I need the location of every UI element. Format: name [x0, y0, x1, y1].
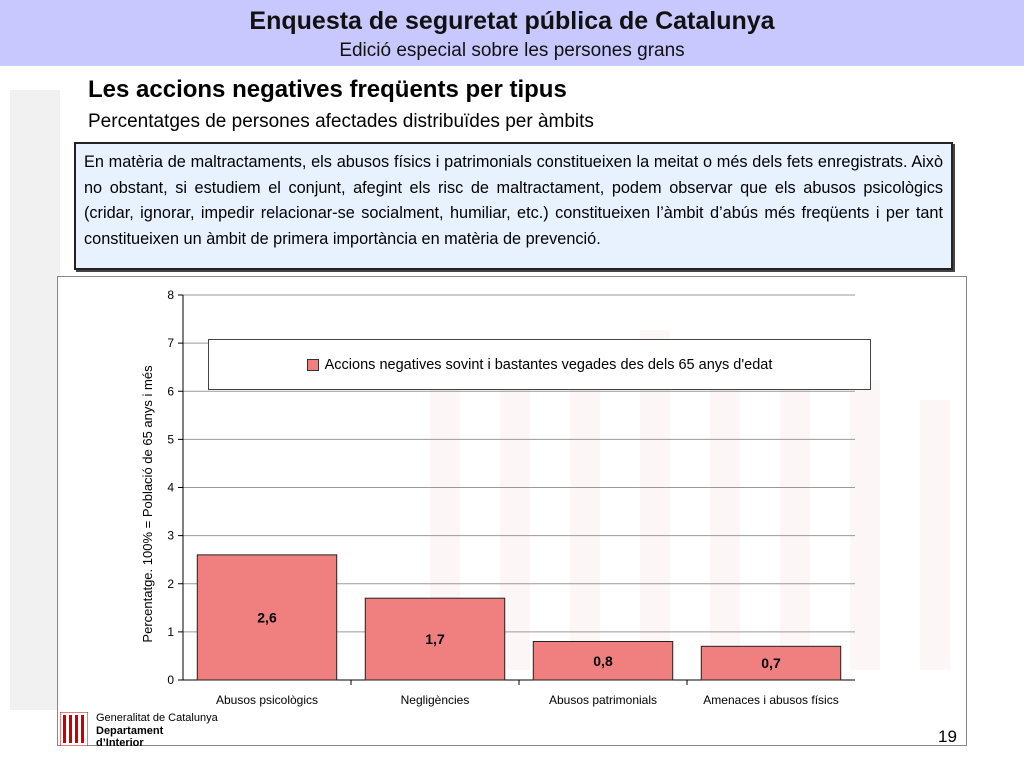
summary-text-box: [74, 142, 953, 270]
header-subtitle: Edició especial sobre les persones grans: [339, 40, 685, 61]
y-axis-label: Percentatge. 100% = Població de 65 anys i més: [140, 365, 155, 643]
y-tick-label-0: 0: [167, 673, 174, 687]
data-label-1: 1,7: [425, 631, 445, 648]
logo-text: [96, 712, 218, 750]
category-label-2: Abusos patrimonials: [548, 693, 658, 707]
y-tick-label-3: 3: [167, 528, 174, 543]
generalitat-logo-icon: [60, 712, 88, 746]
logo-org-line3: d’Interior: [96, 737, 144, 749]
legend-swatch: [307, 359, 319, 371]
logo-org-line1: Generalitat de Catalunya: [96, 712, 218, 724]
chart-bars: [197, 555, 840, 680]
y-tick-label-2: 2: [167, 576, 174, 591]
page-number: 19: [938, 727, 957, 746]
y-tick-label-4: 4: [167, 480, 174, 495]
data-label-0: 2,6: [257, 609, 277, 626]
header-title: Enquesta de seguretat pública de Catalunya: [249, 7, 775, 35]
summary-text: En matèria de maltractaments, els abusos físics i patrimonials constitueixen la meitat o més dels fets enregistrats. Això no obstant, si estudiem el conjunt, afegint els risc de maltractament, podem observar que els abusos psicològics (cridar, ignorar, impedir relacionar-se socialment, humiliar, etc.) constitueixen l’àmbit d’abús més freqüents i per tant constitueixen un àmbit de primera importància en matèria de prevenció.: [84, 153, 943, 248]
footer-logo: [60, 712, 218, 750]
category-label-0: Abusos psicològics: [215, 693, 319, 707]
slide-title: Les accions negatives freqüents per tipus: [88, 76, 567, 103]
y-tick-label-1: 1: [167, 624, 174, 639]
data-label-2: 0,8: [593, 652, 613, 669]
y-tick-label-6: 6: [167, 384, 174, 399]
category-label-3: Amenaces i abusos físics: [703, 693, 839, 707]
logo-org-line2: Departament: [96, 724, 164, 737]
slide-subtitle: Percentatges de persones afectades distribuïdes per àmbits: [88, 111, 594, 132]
y-tick-label-5: 5: [167, 432, 174, 447]
chart-legend: [208, 339, 871, 390]
chart-frame: [57, 276, 967, 746]
y-tick-label-8: 8: [167, 288, 174, 302]
y-tick-label-7: 7: [167, 336, 174, 351]
category-label-1: Negligències: [400, 693, 470, 707]
data-label-3: 0,7: [761, 655, 781, 672]
legend-label: Accions negatives sovint i bastantes vegades des dels 65 anys d'edat: [324, 356, 773, 373]
